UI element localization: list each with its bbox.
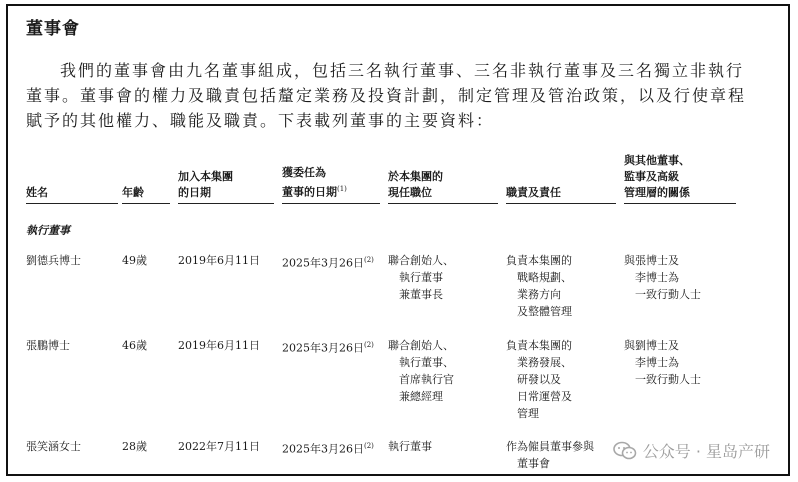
header-appoint-label [282,165,347,201]
row2-relation [624,337,701,388]
row2-position-line: 首席執行官 [399,373,454,386]
row1-duties-line: 負責本集團的 [506,254,572,267]
header-relation-line1: 與其他董事、 [624,154,690,167]
row3-appointed-note: (2) [364,442,374,450]
row2-appointed-date: 2025年3月26日 [282,341,364,355]
row1-relation-line: 一致行動人士 [635,288,701,301]
wechat-icon [613,441,637,461]
row1-relation-line: 與張博士及 [624,254,679,267]
header-age [122,150,170,204]
row2-appointed-note: (2) [364,341,374,349]
row2-position [388,337,454,405]
header-appoint-line2: 董事的日期 [282,186,337,199]
row3-joined: 2022年7月11日 [178,440,260,453]
section-executive-directors: 執行董事 [26,224,70,237]
header-appoint-note: (1) [337,185,347,194]
row3-position [388,438,432,455]
header-appoint-date [282,150,380,204]
row1-duties-line: 業務方向 [517,288,561,301]
row2-duties-line: 業務發展、 [517,356,572,369]
row2-appointed [282,337,374,357]
header-relation [624,140,736,204]
row2-duties-line: 日常運營及 [517,390,572,403]
header-position [388,150,498,204]
section-heading: 董事會 [26,19,80,39]
row1-duties-line: 戰略規劃、 [517,271,572,284]
row1-position [388,252,454,303]
header-relation-line2: 監事及高級 [624,170,679,183]
row1-appointed [282,252,374,272]
row1-joined: 2019年6月11日 [178,254,260,267]
row3-appointed [282,438,374,458]
document-frame [6,4,790,476]
row3-duties [506,438,594,472]
row1-name: 劉德兵博士 [26,254,81,267]
row1-appointed-note: (2) [364,256,374,264]
row2-age: 46歲 [122,339,147,352]
watermark-text: 公众号 · 星岛产研 [642,442,770,461]
row3-appointed-date: 2025年3月26日 [282,442,364,456]
header-duties-label: 職責及責任 [506,186,561,199]
row2-name: 張鵬博士 [26,339,70,352]
intro-text: 我們的董事會由九名董事組成，包括三名執行董事、三名非執行董事及三名獨立非執行董事。董事會的權力及職責包括釐定業務及投資計劃，制定管理及管治政策，以及行使章程賦予的其他權力、職能及職責。下表載列董事的主要資料： [26,61,747,130]
header-appoint-line1: 獲委任為 [282,166,326,180]
row3-duties-line: 作為僱員董事參與 [506,440,594,453]
row1-relation-line: 李博士為 [635,271,679,284]
header-position-line2: 現任職位 [388,186,432,199]
row2-joined: 2019年6月11日 [178,339,260,352]
header-position-line1: 於本集團的 [388,170,443,183]
row2-position-line: 執行董事、 [399,356,454,369]
row2-duties [506,337,572,422]
header-relation-label [624,153,690,201]
header-position-label [388,169,443,201]
header-relation-line3: 管理層的關係 [624,186,690,199]
row1-duties-line: 及整體管理 [517,305,572,318]
row2-relation-line: 與劉博士及 [624,339,679,352]
row1-position-line: 執行董事 [399,271,443,284]
header-age-label: 年齡 [122,186,144,199]
watermark [613,439,770,462]
header-join-label [178,169,233,201]
header-name-label: 姓名 [26,186,48,199]
row1-age: 49歲 [122,254,147,267]
row2-position-line: 兼總經理 [399,390,443,403]
row1-appointed-date: 2025年3月26日 [282,256,364,270]
row1-position-line: 聯合創始人、 [388,254,454,267]
row2-relation-line: 李博士為 [635,356,679,369]
row2-duties-line: 負責本集團的 [506,339,572,352]
row2-relation-line: 一致行動人士 [635,373,701,386]
header-join-line1: 加入本集團 [178,170,233,183]
intro-paragraph [26,58,754,133]
row3-age: 28歲 [122,440,147,453]
row3-name: 張笑涵女士 [26,440,81,453]
row2-duties-line: 研發以及 [517,373,561,386]
row3-duties-line: 董事會 [517,457,550,470]
row2-duties-line: 管理 [517,407,539,420]
row1-position-line: 兼董事長 [399,288,443,301]
header-name [26,150,118,204]
header-duties [506,150,616,204]
header-join-line2: 的日期 [178,186,211,199]
row3-position-line: 執行董事 [388,440,432,453]
row2-position-line: 聯合創始人、 [388,339,454,352]
header-join-date [178,150,274,204]
row1-duties [506,252,572,320]
row1-relation [624,252,701,303]
